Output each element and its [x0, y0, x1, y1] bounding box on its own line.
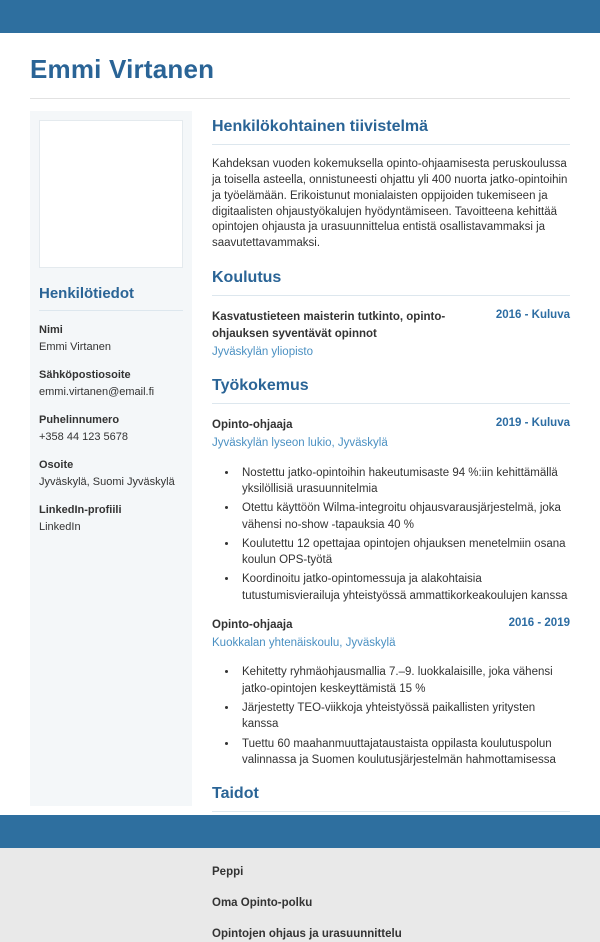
job-bullet-list	[212, 465, 570, 605]
page-title: Emmi Virtanen	[30, 54, 215, 84]
education-section-title: Koulutus	[212, 269, 570, 296]
field-value: +358 44 123 5678	[39, 430, 129, 443]
job-title: Opinto-ohjaaja	[212, 419, 293, 432]
page-body	[0, 33, 600, 942]
experience-section-title: Työkokemus	[212, 377, 570, 404]
experience-entry	[212, 417, 570, 604]
field-value: emmi.virtanen@email.fi	[39, 385, 155, 398]
company-name: Kuokkalan yhtenäiskoulu, Jyväskylä	[212, 636, 396, 649]
field-label: Osoite	[39, 459, 74, 471]
job-bullet: • Koordinoitu jatko-opintomessuja ja alakohtaisia tutustumisvierailuja yhteistyössä ammattikorkeakoulujen kanssa	[238, 571, 570, 604]
skill-item: Oma Opinto-polku	[212, 896, 313, 909]
job-dates: 2016 - 2019	[508, 617, 570, 630]
job-bullet: • Otettu käyttöön Wilma-integroitu ohjausvarausjärjestelmä, joka vähensi no-show -tapauksia 40 %	[238, 500, 570, 533]
summary-section	[212, 118, 570, 252]
experience-entry-head	[212, 417, 570, 434]
bottom-accent-bar	[0, 815, 600, 848]
job-dates: 2019 - Kuluva	[495, 417, 570, 430]
personal-info-sidebar	[30, 111, 192, 806]
sidebar-section-title: Henkilötiedot	[39, 285, 183, 311]
field-name	[39, 322, 183, 355]
summary-section-title: Henkilökohtainen tiivistelmä	[212, 118, 570, 145]
field-address	[39, 457, 183, 490]
job-bullet: • Kehitetty ryhmäohjausmallia 7.–9. luokkalaisille, joka vähensi jatko-opintojen keskeyttämistä 15 %	[238, 664, 570, 697]
field-email	[39, 367, 183, 400]
field-value: Jyväskylä, Suomi Jyväskylä	[39, 475, 175, 488]
degree-title: Kasvatustieteen maisterin tutkinto, opinto-ohjauksen syventävät opinnot	[212, 311, 446, 340]
job-bullet: • Koulutettu 12 opettajaa opintojen ohjauksen menetelmiin osana koulun OPS-työtä	[238, 536, 570, 569]
field-value: Emmi Virtanen	[39, 340, 111, 353]
experience-entry-head	[212, 617, 570, 634]
field-label: Nimi	[39, 324, 63, 336]
skill-item: Peppi	[212, 865, 244, 878]
education-dates: 2016 - Kuluva	[495, 309, 570, 322]
job-title: Opinto-ohjaaja	[212, 619, 293, 632]
summary-text: Kahdeksan vuoden kokemuksella opinto-ohjaamisesta peruskoulussa ja toisella asteella, onnistuneesti ohjattu yli 400 nuorta jatko-opintoihin ja työelämään. Erikoistunut monialaisten oppijoiden tukemiseen ja digitaalisten ohjaustyökalujen hyödyntämiseen. Tavoitteena kehittää opintojen ohjausta ja urasuunnittelua entistä osallistavammaksi ja saavutettavammaksi.	[212, 158, 568, 250]
field-label: Sähköpostiosoite	[39, 369, 131, 381]
title-divider	[30, 98, 570, 99]
field-label: Puhelinnumero	[39, 414, 120, 426]
top-accent-bar	[0, 0, 600, 33]
field-linkedin	[39, 502, 183, 535]
education-entry-head	[212, 309, 570, 342]
school-name: Jyväskylän yliopisto	[212, 345, 313, 358]
experience-section	[212, 377, 570, 768]
company-name: Jyväskylän lyseon lukio, Jyväskylä	[212, 436, 388, 449]
skills-section-title: Taidot	[212, 785, 570, 812]
education-entry	[212, 309, 570, 360]
field-label: LinkedIn-profiili	[39, 504, 122, 516]
job-bullet-list	[212, 664, 570, 768]
job-bullet: • Tuettu 60 maahanmuuttajataustaista oppilasta koulutuspolun valinnassa ja Suomen koulutusjärjestelmän hahmottamisessa	[238, 736, 570, 769]
skills-section	[212, 785, 570, 941]
field-value: LinkedIn	[39, 520, 81, 533]
job-bullet: • Järjestetty TEO-viikkoja yhteistyössä paikallisten yritysten kanssa	[238, 700, 570, 733]
field-phone	[39, 412, 183, 445]
skill-item: Opintojen ohjaus ja urasuunnittelu	[212, 927, 402, 940]
job-bullet: • Nostettu jatko-opintoihin hakeutumisaste 94 %:iin kehittämällä yksilöllisiä urasuunnitelmia	[238, 465, 570, 498]
education-section	[212, 269, 570, 360]
experience-entry	[212, 617, 570, 768]
photo-placeholder	[39, 120, 183, 268]
